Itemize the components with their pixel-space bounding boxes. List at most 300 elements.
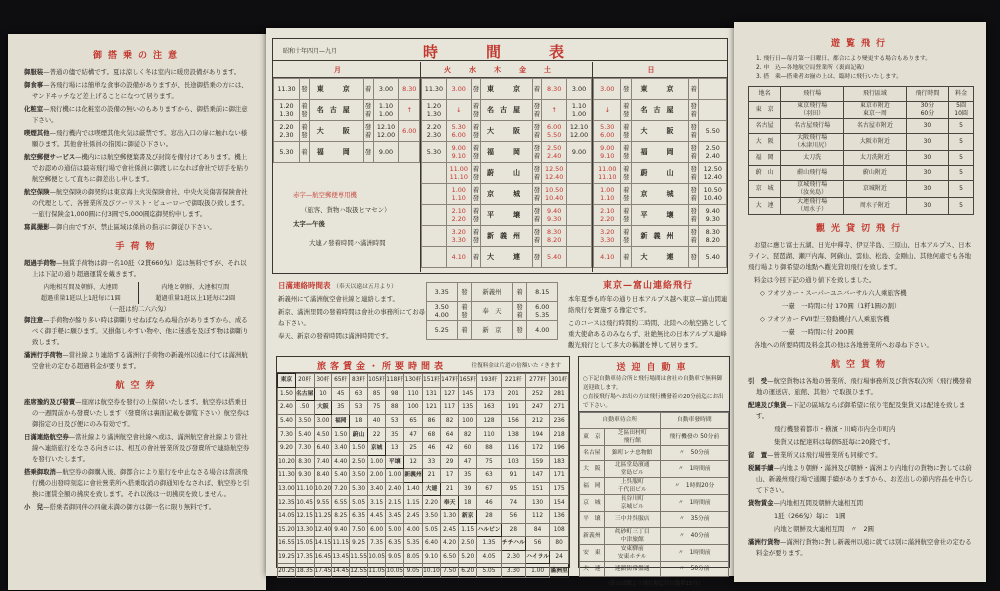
table-cell: 10.50 10.40 [699,184,727,205]
sightseeing-item: 2. 申 込—各地航空局營業所（裏面記載） [756,65,868,71]
table-cell: 福 岡 [749,151,781,166]
table-cell: 名古屋飛行場 [781,119,844,134]
table-cell: 17 [441,469,459,483]
text-item [748,376,974,398]
table-cell: 9.00 9.10 [594,142,621,163]
table-cell: 連鎖街常盤通 [604,561,660,577]
sunday-section [593,62,727,272]
charter-plane: ◇ フオツカー FVII型三發動機付八人乘旅客機 [760,315,890,323]
table-cell: 着 發 [621,184,632,205]
baggage-note: （一瓩は約二六六匁） [106,305,170,313]
table-cell: 156 [501,414,525,428]
charter-heading: 觀光貸切飛行 [815,224,906,234]
table-cell [422,163,447,184]
table-cell: 5 [949,198,974,215]
table-cell: 5.40 [278,414,296,428]
table-cell: 5.40 [332,469,350,483]
description: —御自由ですが、禁止區域は係員の指示に御従ひ下さい。 [49,223,216,231]
timetable-title: 時間表 [423,43,613,61]
table-cell [699,79,727,100]
table-cell: 京 城 [580,495,605,512]
table-cell: 8.30 [399,79,420,100]
table-cell: 53 [350,401,368,415]
text-item [24,128,252,150]
table-cell: 京 城 [749,181,781,198]
rate-value: 超過重量1瓩以上1瓩毎に2圓 [155,295,236,302]
table-cell: .50 [295,401,314,415]
table-cell: 9.20 [278,441,296,455]
text-item [24,432,252,465]
text-item [24,104,252,126]
table-cell: 12.40 [314,523,332,537]
table-row [594,142,727,163]
table-cell: 6.35 [386,537,404,551]
table-cell: 2.45 [441,523,459,537]
table-cell: 218 [550,428,569,442]
description: —座席は航空券を發行の上保留いたします。航空券は搭乗日の一週間前から發賣いたします（發賣所は裏面記載を御覧下さい）航空券は御指定の日及び便にのみ有効です。 [32,398,250,428]
timetable [272,38,728,274]
table-row [594,100,727,121]
table-cell: 12.50 12.40 [699,163,727,184]
table-cell: 發 着 [688,226,699,247]
table-cell: 5.50 [699,121,727,142]
table-cell: ↓ [594,100,621,121]
table-cell: 151 [525,482,549,496]
toyama-section [568,278,728,353]
table-row [278,401,569,415]
table-row [278,428,569,442]
table-cell: 131 [422,387,440,401]
table-cell: 1.40 [404,482,423,496]
table-cell: 發 [621,79,632,100]
bus-notes [579,375,729,412]
table-cell: 大 阪 [580,461,605,478]
table-cell: 63 [477,469,502,483]
description: —搭乗者御同伴の四歳未満の御方は御一名に限り無料です。 [43,503,216,511]
table-cell: 蔚 山 [481,163,533,184]
table-cell: 196 [550,441,569,455]
notice-heading: 御搭乗の注意 [92,51,183,61]
table-cell: 175 [550,482,569,496]
table-cell: 1.30 [441,509,459,523]
table-row [594,121,727,142]
term: 搭乗御取消 [24,468,56,476]
table-cell: 201 [501,387,525,401]
text-item [748,437,974,448]
table-cell: 3.00 [314,414,332,428]
table-cell: 東 京 [632,79,689,100]
nichiman-connection [278,280,428,344]
description: —航空保険の御契約は東京海上火災保険會社、中央火災傷害保険會社の代理として、各營業所及びツーリスト・ビューローで御取扱ひ致します。一旅行保険金1,000圓に付3圓で5,000圓迄御契約申します。 [32,188,249,218]
table-row [580,512,729,528]
table-cell: 56 [501,509,525,523]
table-cell: 30 [906,166,948,181]
table-cell: 滿洲里 [550,564,569,578]
column-header: 277粁 [525,374,549,388]
table-cell: 4.00 [527,321,558,340]
table-cell: 發 [363,142,373,163]
column-header: 165粁 [459,374,477,388]
table-cell: 大 連 [481,247,533,268]
table-cell: 1.00 1.10 [594,184,621,205]
notice-list [24,67,252,233]
table-row [278,509,569,523]
table-cell: 3.00 [373,79,399,100]
table-cell: 3.35 [427,283,458,302]
table-cell: 3.40 [368,482,386,496]
nichiman-timetable [426,282,558,340]
table-cell: 2.30 [501,550,525,564]
table-cell: 1.20 1.30 [422,100,447,121]
table-cell: 着 [363,79,373,100]
sightseeing-items [748,55,974,82]
monday-label: 月 [273,62,420,78]
nichiman-line: 奉天、新京の發着時間は滿洲時間です。 [278,332,393,340]
table-cell [422,184,447,205]
rate-route: 内地と朝鮮、大連相互間 [161,284,230,291]
table-cell: 着 發 [621,100,632,121]
table-cell: 福 岡 [309,142,363,163]
table-cell: 2.00 [368,469,386,483]
term: 航空郵便サービス [24,153,76,161]
table-cell: 16.45 [314,550,332,564]
fare-table [276,356,570,574]
table-cell: 95 [501,482,525,496]
column-header: 東京 [278,374,296,388]
table-row [749,102,974,119]
table-cell: 5.40 [542,247,567,268]
fare-table-header [277,357,569,373]
table-cell: 56 [525,537,549,551]
table-cell: 163 [477,401,502,415]
table-cell: 〃 1時間前 [660,544,728,561]
table-cell: 9.40 [332,523,350,537]
table-cell: 發 着 [532,121,542,142]
table-cell: 45 [332,387,350,401]
table-cell: 3.45 [386,509,404,523]
table-cell: 着 發 [621,121,632,142]
table-cell: 98 [386,387,404,401]
text-item [748,524,974,535]
header-row [278,374,569,388]
column-header: 221粁 [501,374,525,388]
table-cell: 28 [501,523,525,537]
table-cell: 2.45 [404,509,423,523]
table-cell: 新義州 [632,226,689,247]
table-cell: 4.10 [446,247,471,268]
table-cell: 19.25 [278,550,296,564]
table-cell: 112 [525,509,549,523]
table-cell: 5.25 [427,321,458,340]
table-cell: 6.00 [399,121,420,142]
column-header: 151粁 [422,374,440,388]
table-row [580,544,729,561]
table-cell: 10.20 [314,482,332,496]
column-header: 130粁 [404,374,423,388]
table-cell: 着 發 [471,184,481,205]
table-cell: 7.30 [278,428,296,442]
table-cell: 47 [404,428,423,442]
table-cell: 着 發 [299,100,309,121]
table-cell: 21 [422,469,440,483]
table-cell: 發 着 [532,100,542,121]
table-cell: 11.15 [332,537,350,551]
term: 座席豫約及び發賣 [24,398,76,406]
table-cell: 3.40 [332,441,350,455]
sightseeing-table [748,86,974,215]
table-cell: 蔚 山 [749,166,781,181]
table-cell: 5 [949,119,974,134]
table-row [422,100,592,121]
table-cell: 2.20 2.30 [274,121,300,142]
table-cell: 着 [471,247,481,268]
table-row [278,523,569,537]
table-cell: 9.00 [567,142,592,163]
table-cell: 7.35 [368,537,386,551]
column-header: 20粁 [295,374,314,388]
table-cell: 2.40 [278,401,296,415]
table-cell: 12.55 [350,564,368,578]
table-cell: 136 [550,509,569,523]
right-panel [734,22,986,582]
table-row [580,445,729,461]
cargo-heading: 航空貨物 [830,360,891,370]
table-cell: 福 岡 [481,142,533,163]
charter-price-intro: 料金は今回下記の通り値下を致しました。 [754,276,876,284]
description: —機内には航空郵便葉書及び封筒を備付けてあります。機上でお認めの通信は最寄飛行場で會社係員に御渡しになれば會社で切手を貼り航空郵便として直ちに御差出し申します。 [32,153,250,183]
column-header: 147粁 [441,374,459,388]
table-cell: 平 壌 [481,205,533,226]
table-cell: 名古屋 [481,100,533,121]
table-cell: 116 [501,441,525,455]
table-cell: 3.30 [501,564,525,578]
table-cell: 65 [404,414,423,428]
table-cell: 10.05 [368,550,386,564]
table-cell: 17.35 [295,550,314,564]
table-cell: 5.30 [274,142,300,163]
table-cell: 5圓 10圓 [949,102,974,119]
table-cell: 着 [299,142,309,163]
table-cell: 大 阪 [632,121,689,142]
table-cell [567,247,592,268]
table-row [274,121,420,142]
table-cell: 3.50 [422,509,440,523]
table-cell: 117 [441,401,459,415]
header-row [580,413,729,429]
table-row [427,302,558,321]
description: 1瓩（266匁）毎に 1圓 [774,512,846,520]
table-cell: 2.50 [350,455,368,469]
table-cell: 8.30 8.20 [542,226,567,247]
column-header: 118粁 [386,374,404,388]
table-cell: 10.45 [295,496,314,510]
description: —各飛行場には簡単な食事の設備がありますが、長途御搭乗の方には、サンドヰッチなど差上げることになつて居ります。 [32,81,248,100]
table-cell: 28 [477,509,502,523]
table-cell: 飛行機發の 50分前 [660,428,728,445]
table-cell: 蔚 山 [632,163,689,184]
sightseeing-item: 3. 搭 乘—搭乗者お揃の上は、臨時に飛行いたします。 [756,74,903,80]
table-cell: 發 着 [363,121,373,142]
table-cell: 3.20 3.30 [446,226,471,247]
table-cell: 東 京 [580,428,605,445]
table-cell: 6.40 [422,537,440,551]
table-cell: 着 發 [621,226,632,247]
ticket-heading: 航空券 [115,381,161,391]
table-cell: 發 着 [688,142,699,163]
text-item [24,152,252,185]
table-cell: 3.20 3.30 [594,226,621,247]
table-cell: 11.30 [274,79,300,100]
table-row [580,478,729,495]
timetable-legend [273,168,421,253]
table-cell: 14.45 [332,564,350,578]
table-cell: ↑ [542,100,567,121]
table-cell: 發 着 [532,226,542,247]
table-cell: 8.30 [542,79,567,100]
table-cell: 9.25 [350,537,368,551]
table-cell: 9.40 9.30 [542,205,567,226]
description: —下記の區域ならば御希望に依り宅配及集貨又は配達を致します。 [756,401,966,420]
legend-dalian: 大連ノ發着時間ハ滿洲時間 [309,239,386,247]
table-cell: 京城飛行場 （汝矣島） [781,181,844,198]
table-cell: 40 [368,414,386,428]
bus-note: ○下記自動車待合所と飛行場間は會社の自動車で無料御送迎致します。 [583,376,723,391]
table-cell: 發 着 [688,184,699,205]
table-cell: 着 [532,79,542,100]
table-cell: 大阪飛行場 （木津川尻） [781,134,844,151]
table-cell: 64 [441,428,459,442]
text-item [24,502,252,513]
table-cell: 13.45 [332,550,350,564]
table-cell: 191 [501,401,525,415]
table-cell: 84 [525,523,549,537]
table-cell: 5.30 6.00 [594,121,621,142]
table-cell: 110 [477,428,502,442]
table-cell: 平 壌 [632,205,689,226]
nichiman-subtitle: （奉天以遠は五月より） [333,284,397,290]
table-cell: 11.10 [295,482,314,496]
description: —當社線より連絡する滿洲行手荷物の新義州以遠に付ては滿洲航空會社の定むる超過料金が要ります。 [32,351,248,370]
nichiman-line: 新京、滿洲里間の發着時間は會社の事務所にてお尋ね下さい。 [278,308,425,327]
table-cell: 82 [441,414,459,428]
table-cell: 6.00 5.50 [542,121,567,142]
term: 留 置 [748,451,768,459]
table-cell: 11.30 [278,469,296,483]
table-cell: 100 [404,401,423,415]
table-cell: 着 [457,321,472,340]
table-row [422,205,592,226]
table-cell: 30 [906,151,948,166]
table-cell: 5.20 [459,550,477,564]
table-cell: 〃 50分前 [660,561,728,577]
table-cell: 發 [532,247,542,268]
table-row [594,205,727,226]
table-cell: 名古屋 [580,445,605,461]
term: 寫眞撮影 [24,223,50,231]
term: 配達及び集貨 [748,401,787,409]
table-row [422,226,592,247]
table-cell: 平 壌 [580,512,605,528]
table-cell: 5.40 [295,428,314,442]
column-header: 自動車待合所 [580,413,661,429]
table-cell: 147 [525,469,549,483]
table-cell: 1.35 [477,537,502,551]
term: 滿洲行手荷物 [24,351,63,359]
text-item [24,222,252,233]
text-item [24,67,252,78]
table-cell: 名古屋 [309,100,363,121]
table-cell: 大 連 [749,198,781,215]
table-cell: 12.15 [295,509,314,523]
table-cell: 5 [949,166,974,181]
table-cell: 8.30 8.20 [699,226,727,247]
table-row [749,119,974,134]
table-cell: 大 連 [580,561,605,577]
description: 内地と朝鮮及大連相互間 〃 2圓 [774,525,874,533]
table-row [274,100,420,121]
baggage-rates [24,282,252,304]
description: 飛行機發着都市・横濱・川崎市内全市町内 [774,425,896,433]
table-cell: 3.50 [350,469,368,483]
table-cell: 103 [501,455,525,469]
table-cell: 10.50 10.40 [542,184,567,205]
table-cell: 183 [550,455,569,469]
text-item [24,397,252,430]
charter-price: 一臺 一時間に付 200圓 [782,328,854,336]
table-row [278,387,569,401]
description: —航空貨物は各地の營業所、飛行場事務所及び貨客取次所（飛行機發着地の運送店、旅館、其他）で取扱ひます。 [756,377,972,396]
table-cell: 6.20 [459,564,477,578]
table-cell: 着 發 [471,205,481,226]
table-cell: 2.15 [386,496,404,510]
table-cell: 4.45 [368,509,386,523]
description: —無賃手荷物は御一名10瓩（2貫660匁）迄は無料ですが、それ以上は下記の通り超過運賃を戴きます。 [32,259,247,278]
term: 日滿連絡航空券 [24,433,69,441]
table-cell: 1.00 [386,469,404,483]
charter-text: お望に應じ富士五湖、日光中禪寺、伊豆半島、三原山、日本アルプス、日本ライン、琵琶湖、瀬戸内海、阿蘇山、雲仙、松島、金剛山、其他何處でも各地飛行場より御希望の地點へ觀光貸切飛行を致します。 [748,241,971,271]
table-cell: 5.00 [386,523,404,537]
table-row [278,455,569,469]
table-cell: 154 [550,496,569,510]
ticket-list [24,397,252,513]
table-cell: 5.05 [422,523,440,537]
table-row [749,166,974,181]
table-cell: 東 京 [749,102,781,119]
table-cell: 着 發 [621,205,632,226]
text-item [24,80,252,102]
table-cell: 長谷川町 京城ビル [604,495,660,512]
table-cell: 1.10 1.00 [567,100,592,121]
rate-value: 超過重量1瓩以上1瓩毎に1圓 [40,295,121,302]
table-cell: 7.50 [350,523,368,537]
table-cell: 10.10 [422,564,440,578]
table-cell: 8.15 [527,283,558,302]
table-row [422,79,592,100]
description: —内地より朝鮮・滿洲及び朝鮮・滿洲より内地行の貨物に對しては蔚山、新義州飛行場で通關手續がありますから、お差出しの節内容品を申告して下さい。 [756,464,974,494]
table-cell: ↓ [446,100,471,121]
table-row [278,537,569,551]
table-cell: 12.10 12.00 [373,121,399,142]
table-cell: 三中井呉服店 [604,512,660,528]
nichiman-line: 新義州にて滿洲航空會社線と連絡します。 [278,295,399,303]
table-cell: 108 [550,523,569,537]
table-cell: 2.50 [459,537,477,551]
table-cell: 2.20 [422,496,440,510]
table-row [422,142,592,163]
term: 喫煙其他 [24,129,50,137]
table-row [594,184,727,205]
table-cell: 5.40 [699,247,727,268]
